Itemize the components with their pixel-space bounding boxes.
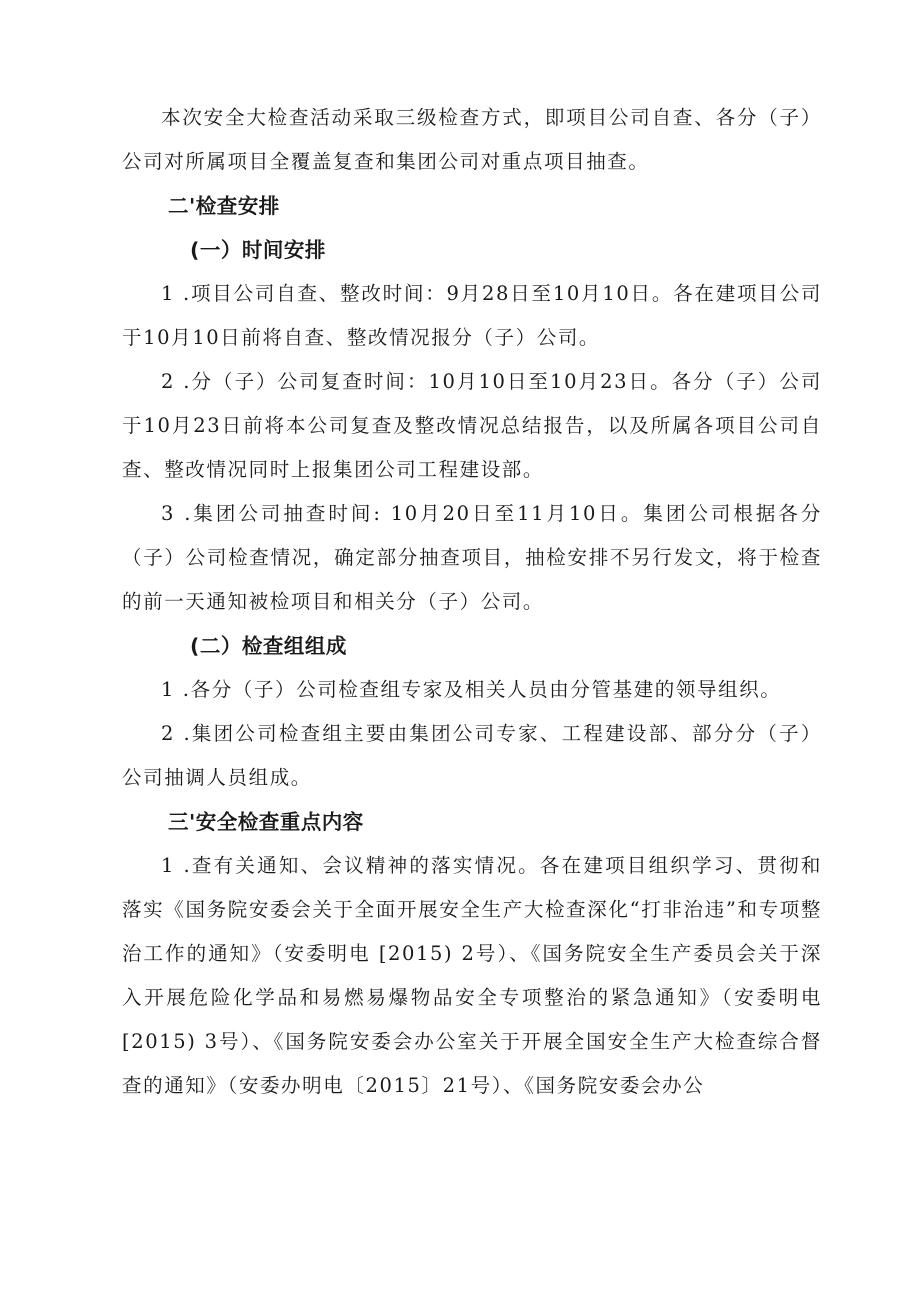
key-content-item-1: 1 .查有关通知、会议精神的落实情况。各在建项目组织学习、贯彻和落实《国务院安委会关于全面开展安全生产大检查深化“打非治违”和专项整治工作的通知》（安委明电 [2015) 2号）、《国务院安全生产委员会关于深入开展危险化学品和易燃易爆物品安全专项整治的紧急通知》（安委明电 [2015) 3号）、《国务院安委会办公室关于开展全国安全生产大检查综合督查的通知》（安委办明电〔2015〕21号）、《国务院安委会办公 — [122, 854, 822, 1097]
team-item-1: 1 .各分（子）公司检查组专家及相关人员由分管基建的领导组织。 — [161, 678, 782, 701]
section-heading-arrangement: 二'检查安排 — [168, 194, 280, 218]
schedule-item-3: 3 .集团公司抽查时间: 10月20日至11月10日。集团公司根据各分（子）公司检查情况，确定部分抽查项目，抽检安排不另行发文，将于检查的前一天通知被检项目和相关分（子）公司。 — [122, 502, 822, 613]
team-item-2: 2 .集团公司检查组主要由集团公司专家、工程建设部、部分分（子）公司抽调人员组成。 — [122, 722, 822, 789]
schedule-item-2: 2 .分（子）公司复查时间：10月10日至10月23日。各分（子）公司于10月23日前将本公司复查及整改情况总结报告，以及所属各项目公司自查、整改情况同时上报集团公司工程建设部。 — [122, 370, 822, 481]
schedule-item-1: 1 .项目公司自查、整改时间：9月28日至10月10日。各在建项目公司于10月10日前将自查、整改情况报分（子）公司。 — [122, 282, 822, 349]
subsection-heading-team: (二）检查组组成 — [190, 634, 347, 658]
subsection-heading-schedule: (一）时间安排 — [190, 238, 326, 262]
intro-paragraph: 本次安全大检查活动采取三级检查方式，即项目公司自查、各分（子）公司对所属项目全覆盖复查和集团公司对重点项目抽查。 — [122, 106, 822, 173]
section-heading-key-content: 三'安全检查重点内容 — [168, 810, 364, 834]
